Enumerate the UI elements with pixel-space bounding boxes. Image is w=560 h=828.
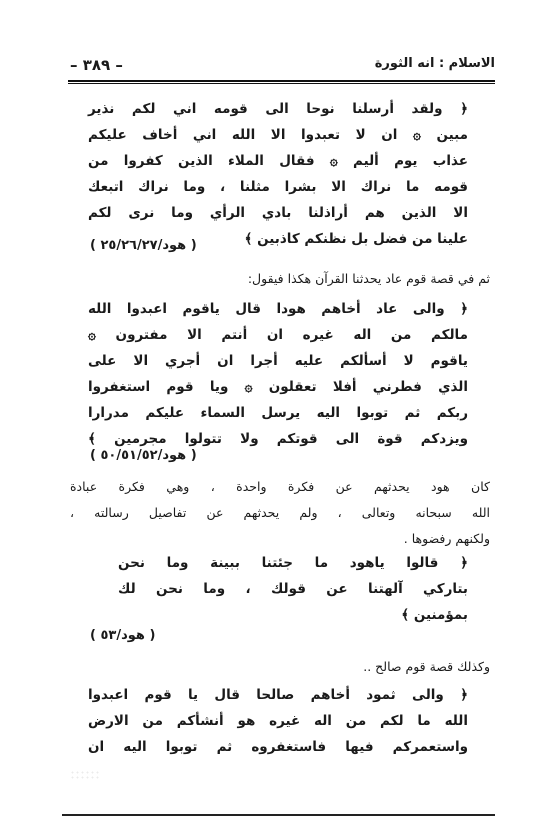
prose-intro-salih [70, 654, 490, 680]
prose-line: كان هود يحدثهم عن فكرة واحدة ، وهي فكرة عبادة [70, 479, 490, 494]
prose-line: وكذلك قصة قوم صالح .. [363, 659, 490, 674]
page-header [70, 56, 495, 78]
passage-line: بتاركي آلهتنا عن قولك ، وما نحن لك [118, 581, 468, 597]
passage-line: ﴿ ولقد أرسلنا نوحا الى قومه اني لكم نذير [88, 101, 468, 117]
passage-line: ﴿ والى عاد أخاهم هودا قال ياقوم اعبدوا الله [88, 301, 468, 317]
quran-passage-hud-reply [118, 550, 468, 628]
passage-line: علينا من فضل بل نظنكم كاذبين ﴾ [244, 231, 468, 247]
passage-line: مالكم من اله غيره ان أنتم الا مفترون ۞ [88, 327, 468, 343]
passage-line: ﴿ والى ثمود أخاهم صالحا قال يا قوم اعبدوا [88, 687, 468, 703]
passage-line: ﴿ قالوا ياهود ما جئتنا ببينة وما نحن [118, 555, 468, 571]
passage-line: بمؤمنين ﴾ [401, 607, 468, 623]
footer-rule [62, 814, 495, 816]
verse-reference: ( هود/٥٠/٥١/٥٢ ) [90, 448, 197, 463]
prose-line: ثم في قصة قوم عاد يحدثنا القرآن هكذا فيقول: [247, 271, 490, 286]
passage-line: ربكم ثم توبوا اليه يرسل السماء عليكم مدرارا [88, 405, 468, 421]
passage-line: واستعمركم فيها فاستغفروه ثم توبوا اليه ان [88, 739, 468, 755]
verse-reference: ( هود/٢٥/٢٦/٢٧ ) [90, 238, 197, 253]
passage-line: قومه ما نراك الا بشرا مثلنا ، وما نراك اتبعك [88, 179, 468, 195]
page-number: – ٣٨٩ – [70, 56, 123, 74]
passage-line: عذاب يوم أليم ۞ فقال الملاء الذين كفروا من [88, 153, 468, 169]
passage-line: الا الذين هم أراذلنا بادي الرأي وما نرى لكم [88, 205, 468, 221]
passage-line: مبين ۞ ان لا تعبدوا الا الله اني أخاف عليكم [88, 127, 468, 143]
quran-passage-nuh [88, 96, 468, 252]
passage-line: الذي فطرني أفلا تعقلون ۞ ويا قوم استغفروا [88, 379, 468, 395]
running-title: الاسلام : انه الثورة [374, 56, 495, 71]
quran-passage-salih [88, 682, 468, 760]
passage-line: الله ما لكم من اله غيره هو أنشأكم من الارض [88, 713, 468, 729]
prose-line: الله سبحانه وتعالى ، ولم يحدثهم عن تفاصيل رسالته ، [70, 505, 490, 520]
passage-line: ويزدكم قوة الى قوتكم ولا تتولوا مجرمين ﴾ [88, 431, 468, 447]
verse-reference: ( هود/٥٣ ) [90, 628, 156, 643]
print-speckle [70, 770, 100, 780]
quran-passage-hud [88, 296, 468, 452]
header-rule [68, 80, 495, 84]
prose-line: ولكنهم رفضوها . [403, 531, 490, 546]
prose-intro-ad [70, 266, 490, 292]
prose-hud-message [70, 474, 490, 552]
passage-line: ياقوم لا أسألكم عليه أجرا ان أجري الا على [88, 353, 468, 369]
